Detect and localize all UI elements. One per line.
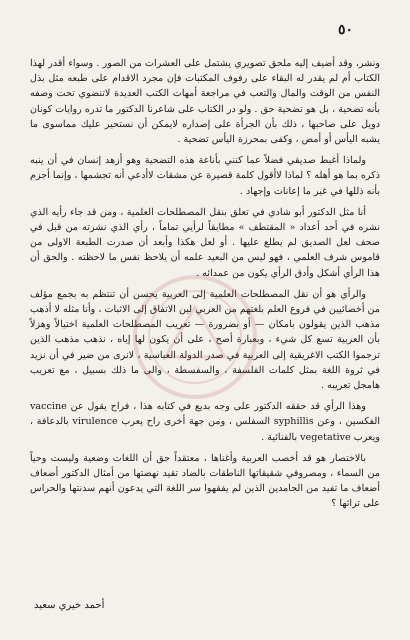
paragraph-5: وهذا الرأي قد حققه الدكتور على وجه بديع في كتابه هذا ، فراح يقول عن vaccine الفكسين ، وعن syphillis السفلس ، ومن جهة أخرى راح يعرب virulence بالدعافة ، ويعرب vegetative بالفنائية . [30, 401, 381, 443]
paragraph-4: والرأي هو أن نقل المصطلحات العلمية إلى العربية يحسن أن تنتظم به بجمع مؤلف من أخصائيين في فروع العلم بلغتهم من العربي لين الاتفاق إلى الاثبات ، وأنا مثله لا أذهب مذهب الذين يقولون بامكان — أو بضرورة — تعريب المصطلحات العلمية اختيالاً وهزلاً بأن العربية تسع كل شيء ، وبعبارة أصح ، على أن يكون لها إياه ، نذهب مذهب الذين ترجموا الكتب الاغريقية إلى العربية في صدر الدولة العباسية ، لانرى من ضير في أن نزيد في ثروة اللغة بمثل كلمات الفلسفة ، والسفسطة ، والى ما ذلك بسبيل ، مع تعريب هامجل تعريبه . [30, 288, 380, 392]
watermark-emblem [120, 262, 270, 412]
paragraph-6: بالاختصار هو قد أخصب العربية وأغناها ، معتقداً حق أن اللغات وضعية وليست وحياً من السماء ، ومصروفي شقيقاتها الناطقات بالضاد تقيد نهضتها من أمثال الدكتور أضعاف أضعاف ما تفيد من الجامدين الذين لم يفقهوا سر اللغة التي يدعون أنهم سدنتها والحراس على تراثها ؟ [30, 452, 380, 510]
paragraph-1: ونشر، وقد أضيف إليه ملحق تصويري يشتمل على العشرات من الصور . وسواء أقدر لهذا الكتاب أم لم يقدر له البقاء على رفوف المكتبات فإن مجرد الاقدام على طبعه مثل بذل النفس من الوقت والمال والتعب في مراجعة أمهات الكتب العديدة لاتنضوي تحت وصفه بأنه تضحية ، بل هو تضحية حق . ولو در الكتاب على شاعرنا الدكتور ما تدره روايات كونان دويل على صاحبها ، ذلك بأن الجرأة على إصداره لايمكن أن نستحير عليك مماسوى ما يشبه اليأس أو أمض ، وكفى بمحرزة اليأس تضحية . [30, 58, 380, 146]
paragraph-3: أنا مثل الدكتور أبو شادي في تعلق بنقل المصطلحات العلمية ، ومن قد جاء رأيه الذي نشره في أحد أعداد « المقتطف » مطابقاً لرأيي تماماً ، رأي الذي نشرته من قبل في صحف لعل الصديق لم يطلع عليها . أو لعل هكذا وأبعد أن صدرت الطبعة الاولى من قاموس شرف العلمي ، فهو ليس من البعيد علمه أن يلاحظ نفس ما لاحظته . والحق أن هذا الرأي أشكل وأدق الرأي يكون من عمدائه . [30, 206, 380, 279]
page-number: ٥٠ [338, 22, 354, 38]
signature: أحمد خيري سعيد [34, 600, 105, 611]
paragraph-2: ولماذا أغبط صديقي فضلاً عما كنني بأناعة هذه التضحية وهو أزهد إنسان في أن ينبه ذكره بما هو أهله ؟ لماذا لاأقول كلمة قصيرة عن مشقات لاأدعي أنه تجشمها ، وإنما أجزم بأنه ذللها في غير ما إعانات وإجهاد . [30, 155, 380, 197]
